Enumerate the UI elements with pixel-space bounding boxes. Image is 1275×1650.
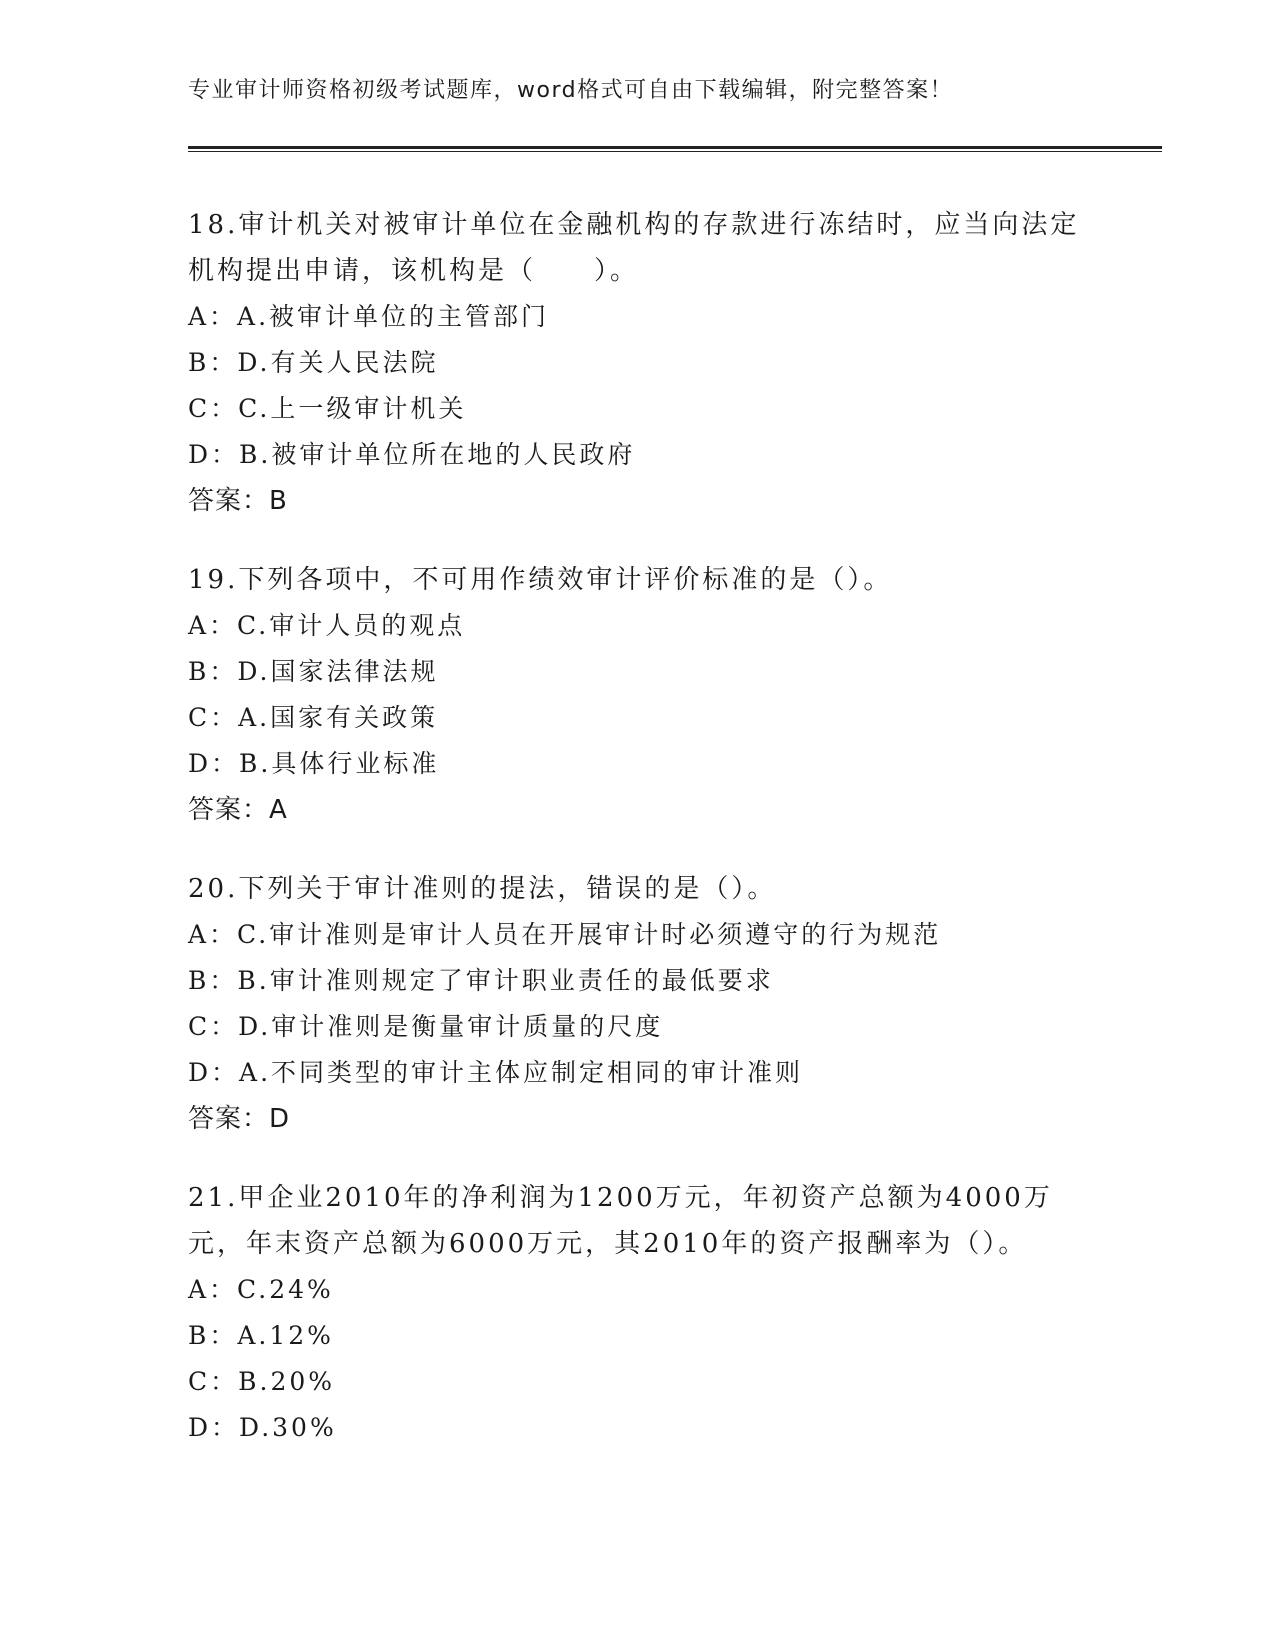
question-19 bbox=[188, 557, 1108, 833]
option-c: C：A.国家有关政策 bbox=[188, 703, 439, 732]
option-a: A：C.24% bbox=[188, 1275, 334, 1304]
question-stem: 21.甲企业2010年的净利润为1200万元，年初资产总额为4000万元，年末资产总额为6000万元，其2010年的资产报酬率为（）。 bbox=[188, 1183, 1053, 1259]
question-stem: 19.下列各项中，不可用作绩效审计评价标准的是（）。 bbox=[188, 565, 893, 595]
option-b: B：A.12% bbox=[188, 1321, 334, 1350]
header-divider-thin bbox=[188, 151, 1162, 152]
option-b: B：B.审计准则规定了审计职业责任的最低要求 bbox=[188, 966, 774, 995]
option-c: C：D.审计准则是衡量审计质量的尺度 bbox=[188, 1012, 664, 1041]
question-20 bbox=[188, 866, 1108, 1142]
option-a: A：C.审计准则是审计人员在开展审计时必须遵守的行为规范 bbox=[188, 920, 942, 949]
option-d: D：B.被审计单位所在地的人民政府 bbox=[188, 440, 636, 469]
page-header: 专业审计师资格初级考试题库，word格式可自由下载编辑，附完整答案！ bbox=[188, 78, 954, 103]
question-stem: 18.审计机关对被审计单位在金融机构的存款进行冻结时，应当向法定机构提出申请，该机构是（ ）。 bbox=[188, 210, 1080, 286]
option-c: C：B.20% bbox=[188, 1367, 336, 1396]
answer: 答案：B bbox=[188, 486, 288, 516]
option-d: D：B.具体行业标准 bbox=[188, 749, 440, 778]
answer: 答案：D bbox=[188, 1104, 291, 1134]
header-divider bbox=[188, 146, 1162, 149]
option-d: D：D.30% bbox=[188, 1413, 337, 1442]
option-a: A：A.被审计单位的主管部门 bbox=[188, 302, 550, 331]
question-18 bbox=[188, 202, 1108, 524]
question-stem: 20.下列关于审计准则的提法，错误的是（）。 bbox=[188, 874, 777, 904]
question-21 bbox=[188, 1175, 1108, 1451]
question-list bbox=[188, 202, 1108, 1484]
option-b: B：D.有关人民法院 bbox=[188, 348, 439, 377]
option-a: A：C.审计人员的观点 bbox=[188, 611, 466, 640]
option-b: B：D.国家法律法规 bbox=[188, 657, 439, 686]
answer: 答案：A bbox=[188, 795, 288, 825]
option-c: C：C.上一级审计机关 bbox=[188, 394, 467, 423]
option-d: D：A.不同类型的审计主体应制定相同的审计准则 bbox=[188, 1058, 804, 1087]
